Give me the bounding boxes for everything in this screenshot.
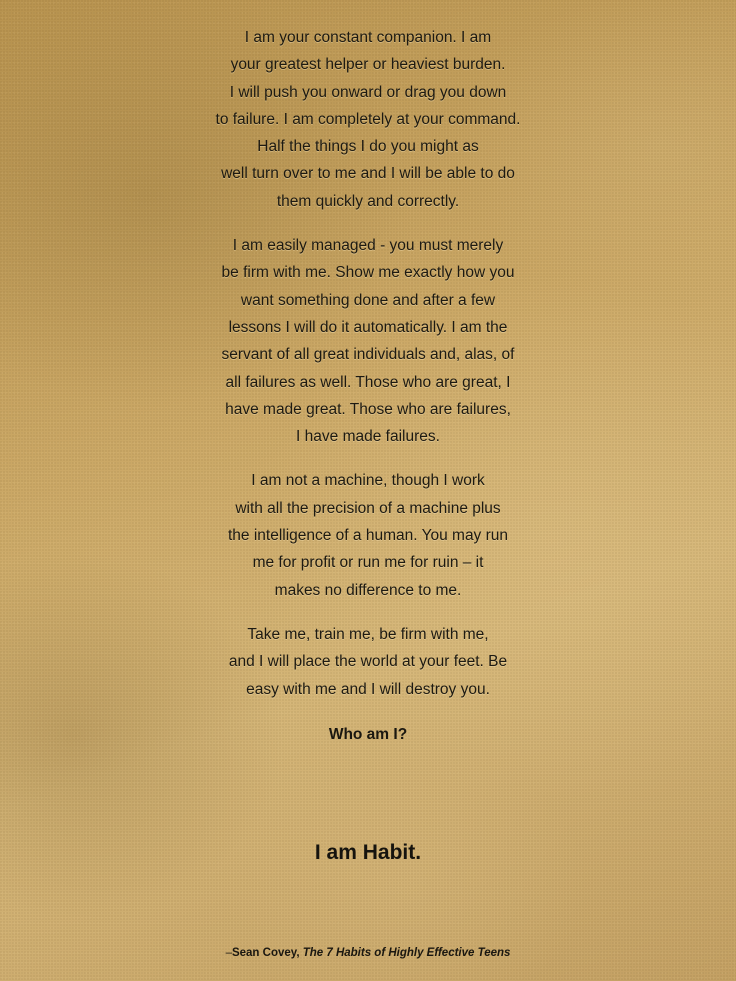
attribution-dash: – [225,947,232,959]
poem-line: I have made failures. [296,428,440,446]
riddle-question: Who am I? [328,725,408,743]
poem-line: I will push you onward or drag you down [229,83,507,101]
poem-line: be firm with me. Show me exactly how you [221,264,515,282]
poem-line: them quickly and correctly. [276,192,460,210]
poem-line: servant of all great individuals and, alas, of [221,346,515,364]
stanza-4 [168,621,568,703]
poem-line: the intelligence of a human. You may run [227,527,509,545]
poem-line: have made great. Those who are failures, [225,400,511,418]
poem-line: your greatest helper or heaviest burden. [230,56,506,74]
riddle-answer: I am Habit. [314,841,422,864]
stanza-1 [168,24,568,215]
stanza-2 [168,232,568,450]
poem-line: Half the things I do you might as [257,138,479,156]
poem-line: I am your constant companion. I am [244,29,492,46]
poem-line: with all the precision of a machine plus [235,499,501,517]
poem-line: want something done and after a few [240,291,496,309]
attribution-book-title: The 7 Habits of Highly Effective Teens [302,947,511,959]
poem-line: I am easily managed - you must merely [232,237,504,255]
poem-line: all failures as well. Those who are great, I [225,373,511,391]
poem-line: to failure. I am completely at your command. [215,110,521,128]
stanza-3 [168,467,568,603]
poem-line: makes no difference to me. [274,581,462,599]
poem [0,24,736,748]
poem-line: easy with me and I will destroy you. [246,680,490,698]
poem-line: Take me, train me, be firm with me, [247,625,489,643]
attribution [0,944,736,962]
poem-line: lessons I will do it automatically. I am the [228,318,508,336]
poem-line: and I will place the world at your feet. Be [228,653,508,671]
poem-line: I am not a machine, though I work [251,472,485,490]
poem-line: well turn over to me and I will be able to do [221,165,515,183]
attribution-author: Sean Covey, [231,947,300,959]
poem-line: me for profit or run me for ruin – it [252,554,484,572]
